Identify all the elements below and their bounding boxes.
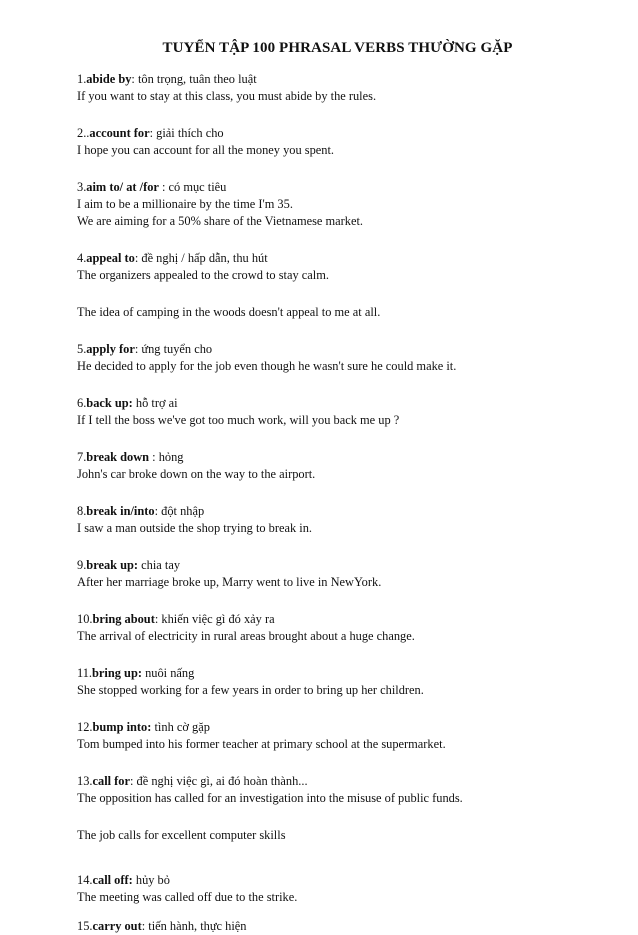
entry-spacer <box>77 844 598 872</box>
example-spacer <box>77 284 598 304</box>
phrasal-verb-list <box>77 71 598 935</box>
example-sentence: The job calls for excellent computer skills <box>77 828 286 842</box>
phrasal-verb-entry <box>77 395 598 429</box>
entry-heading <box>77 395 598 412</box>
example-sentence: We are aiming for a 50% share of the Vietnamese market. <box>77 214 363 228</box>
entry-spacer <box>77 159 598 179</box>
phrasal-verb-entry <box>77 918 598 935</box>
entry-number: 10. <box>77 612 93 626</box>
entry-term: break up: <box>86 558 139 572</box>
entry-number: 3. <box>77 180 87 194</box>
page-title: TUYỂN TẬP 100 PHRASAL VERBS THƯỜNG GẶP <box>162 40 513 56</box>
entry-meaning: hỏng <box>158 450 184 464</box>
entry-number: 8. <box>77 504 87 518</box>
phrasal-verb-entry <box>77 125 598 159</box>
entry-meaning: ứng tuyển cho <box>141 342 213 356</box>
phrasal-verb-entry <box>77 557 598 591</box>
entry-heading <box>77 872 598 889</box>
entry-term: bring about <box>92 612 155 626</box>
entry-meaning: chia tay <box>141 558 181 572</box>
entry-spacer <box>77 906 598 918</box>
entry-number: 2.. <box>77 126 90 140</box>
entry-spacer <box>77 483 598 503</box>
entry-number: 1. <box>77 72 87 86</box>
entry-spacer <box>77 699 598 719</box>
entry-meaning: khiến việc gì đó xảy ra <box>161 612 275 626</box>
entry-meaning: tiến hành, thực hiện <box>148 919 247 933</box>
entry-heading <box>77 503 598 520</box>
entry-meaning: hỗ trợ ai <box>135 396 178 410</box>
entry-meaning: giải thích cho <box>156 126 224 140</box>
phrasal-verb-entry <box>77 71 598 105</box>
example-sentence: I hope you can account for all the money you spent. <box>77 143 335 157</box>
example-sentence: He decided to apply for the job even though he wasn't sure he could make it. <box>77 359 457 373</box>
example-sentence: If you want to stay at this class, you must abide by the rules. <box>77 89 377 103</box>
entry-heading <box>77 773 598 790</box>
entry-number: 15. <box>77 919 93 933</box>
phrasal-verb-entry <box>77 179 598 230</box>
entry-heading <box>77 665 598 682</box>
entry-heading <box>77 611 598 628</box>
entry-term: bring up: <box>92 666 142 680</box>
entry-meaning: đề nghị việc gì, ai đó hoàn thành... <box>136 774 308 788</box>
entry-spacer <box>77 105 598 125</box>
entry-term: aim to/ at /for <box>86 180 159 194</box>
entry-spacer <box>77 753 598 773</box>
entry-spacer <box>77 321 598 341</box>
example-sentence: Tom bumped into his former teacher at primary school at the supermarket. <box>77 737 446 751</box>
entry-separator: : <box>131 72 138 86</box>
entry-heading <box>77 449 598 466</box>
entry-number: 12. <box>77 720 93 734</box>
example-sentence: The arrival of electricity in rural areas brought about a huge change. <box>77 629 415 643</box>
entry-number: 4. <box>77 251 87 265</box>
phrasal-verb-entry <box>77 665 598 699</box>
phrasal-verb-entry <box>77 341 598 375</box>
entry-heading <box>77 250 598 267</box>
phrasal-verb-entry <box>77 611 598 645</box>
entry-term: break down <box>86 450 150 464</box>
entry-number: 13. <box>77 774 93 788</box>
entry-meaning: nuôi nấng <box>145 666 195 680</box>
phrasal-verb-entry <box>77 773 598 844</box>
entry-meaning: hủy bỏ <box>135 873 170 887</box>
entry-term: carry out <box>92 919 142 933</box>
example-sentence: The meeting was called off due to the strike. <box>77 890 298 904</box>
entry-term: apply for <box>86 342 135 356</box>
entry-separator: : <box>134 251 142 265</box>
entry-spacer <box>77 591 598 611</box>
phrasal-verb-entry <box>77 872 598 906</box>
example-spacer <box>77 807 598 827</box>
entry-term: appeal to <box>86 251 135 265</box>
entry-spacer <box>77 537 598 557</box>
entry-separator: : <box>158 180 169 194</box>
entry-heading <box>77 179 598 196</box>
entry-term: abide by <box>86 72 132 86</box>
example-sentence: The opposition has called for an investigation into the misuse of public funds. <box>77 791 463 805</box>
entry-heading <box>77 71 598 88</box>
entry-number: 9. <box>77 558 87 572</box>
entry-term: call for <box>92 774 130 788</box>
entry-heading <box>77 918 598 935</box>
entry-heading <box>77 719 598 736</box>
example-sentence: The organizers appealed to the crowd to stay calm. <box>77 268 329 282</box>
phrasal-verb-entry <box>77 449 598 483</box>
example-sentence: John's car broke down on the way to the airport. <box>77 467 316 481</box>
entry-number: 14. <box>77 873 93 887</box>
entry-separator: : <box>154 612 162 626</box>
entry-heading <box>77 341 598 358</box>
entry-spacer <box>77 375 598 395</box>
example-sentence: The idea of camping in the woods doesn't appeal to me at all. <box>77 305 381 319</box>
entry-separator: : <box>130 774 137 788</box>
entry-separator: : <box>141 919 149 933</box>
entry-heading <box>77 557 598 574</box>
example-sentence: I saw a man outside the shop trying to break in. <box>77 521 313 535</box>
entry-separator: : <box>149 450 159 464</box>
entry-separator: : <box>154 504 162 518</box>
entry-number: 11. <box>77 666 93 680</box>
phrasal-verb-entry <box>77 250 598 321</box>
entry-separator: : <box>149 126 157 140</box>
entry-term: break in/into <box>86 504 155 518</box>
entry-meaning: có mục tiêu <box>168 180 227 194</box>
entry-meaning: đề nghị / hấp dẫn, thu hút <box>141 251 268 265</box>
entry-spacer <box>77 429 598 449</box>
entry-spacer <box>77 230 598 250</box>
entry-number: 5. <box>77 342 87 356</box>
entry-number: 6. <box>77 396 87 410</box>
example-sentence: If I tell the boss we've got too much work, will you back me up ? <box>77 413 400 427</box>
entry-heading <box>77 125 598 142</box>
phrasal-verb-entry <box>77 503 598 537</box>
entry-meaning: đột nhập <box>161 504 205 518</box>
entry-term: account for <box>89 126 150 140</box>
entry-separator: : <box>134 342 142 356</box>
entry-spacer <box>77 645 598 665</box>
entry-term: back up: <box>86 396 133 410</box>
entry-number: 7. <box>77 450 87 464</box>
phrasal-verb-entry <box>77 719 598 753</box>
example-sentence: She stopped working for a few years in order to bring up her children. <box>77 683 424 697</box>
entry-term: call off: <box>92 873 133 887</box>
entry-meaning: tình cờ gặp <box>154 720 210 734</box>
example-sentence: I aim to be a millionaire by the time I'm 35. <box>77 197 293 211</box>
example-sentence: After her marriage broke up, Marry went to live in NewYork. <box>77 575 382 589</box>
entry-meaning: tôn trọng, tuân theo luật <box>137 72 257 86</box>
entry-term: bump into: <box>92 720 152 734</box>
